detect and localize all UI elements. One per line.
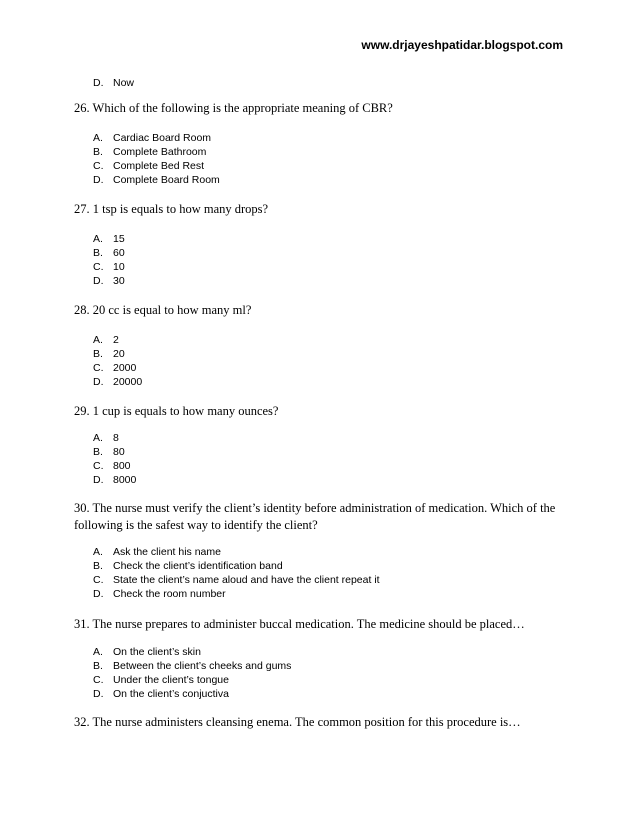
q29-option-a [93, 432, 119, 445]
q26-option-d [93, 174, 220, 187]
option-letter: C. [93, 674, 104, 686]
option-text: Now [113, 77, 135, 89]
question-27: 27. 1 tsp is equals to how many drops? [74, 202, 269, 216]
q29-option-c [93, 460, 131, 473]
q28-option-b [93, 348, 125, 361]
option-letter: D. [93, 174, 104, 186]
q26-option-b [93, 146, 206, 159]
question-26: 26. Which of the following is the appropriate meaning of CBR? [74, 101, 393, 115]
question-28: 28. 20 cc is equal to how many ml? [74, 303, 252, 317]
option-text: 60 [113, 247, 125, 259]
option-letter: B. [93, 560, 103, 572]
option-letter: C. [93, 460, 104, 472]
option-text: 8 [113, 432, 119, 444]
q28-option-c [93, 362, 136, 375]
option-letter: B. [93, 146, 103, 158]
q29-option-b [93, 446, 125, 459]
q27-option-b [93, 247, 125, 260]
option-text: On the client’s conjuctiva [113, 688, 229, 700]
option-letter: C. [93, 574, 104, 586]
option-letter: C. [93, 160, 104, 172]
option-text: 30 [113, 275, 125, 287]
option-text: 2 [113, 334, 119, 346]
option-text: 2000 [113, 362, 137, 374]
option-text: 20 [113, 348, 125, 360]
option-letter: D. [93, 688, 104, 700]
option-letter: A. [93, 334, 103, 346]
option-text: 20000 [113, 376, 143, 388]
option-text: 800 [113, 460, 131, 472]
option-text: Under the client’s tongue [113, 674, 229, 686]
option-letter: A. [93, 646, 103, 658]
q26-option-c [93, 160, 204, 173]
q31-option-c [93, 674, 229, 687]
question-30: 30. The nurse must verify the client’s identity before administration of medication. Which of the following is the safest way to identify the client? [74, 501, 556, 532]
option-letter: A. [93, 132, 103, 144]
option-letter: B. [93, 660, 103, 672]
question-29: 29. 1 cup is equals to how many ounces? [74, 404, 279, 418]
option-lead-d [93, 77, 134, 90]
option-text: Complete Board Room [113, 174, 220, 186]
option-text: Check the room number [113, 588, 226, 600]
q27-option-d [93, 275, 125, 288]
option-letter: D. [93, 376, 104, 388]
option-text: Check the client’s identification band [113, 560, 283, 572]
q27-option-c [93, 261, 125, 274]
q30-option-a [93, 546, 221, 559]
option-text: 8000 [113, 474, 137, 486]
q31-option-a [93, 646, 201, 659]
option-text: 10 [113, 261, 125, 273]
option-text: 15 [113, 233, 125, 245]
option-text: Between the client’s cheeks and gums [113, 660, 292, 672]
q30-option-d [93, 588, 226, 601]
option-letter: D. [93, 588, 104, 600]
q30-option-c [93, 574, 380, 587]
option-letter: D. [93, 474, 104, 486]
q27-option-a [93, 233, 125, 246]
option-text: Ask the client his name [113, 546, 221, 558]
option-letter: A. [93, 546, 103, 558]
option-letter: B. [93, 348, 103, 360]
option-letter: C. [93, 261, 104, 273]
question-32: 32. The nurse administers cleansing enema. The common position for this procedure is… [74, 715, 521, 729]
q31-option-b [93, 660, 291, 673]
option-letter: A. [93, 233, 103, 245]
option-letter: B. [93, 446, 103, 458]
option-text: On the client’s skin [113, 646, 201, 658]
option-letter: D. [93, 77, 104, 89]
q26-option-a [93, 132, 211, 145]
option-text: State the client’s name aloud and have the client repeat it [113, 574, 380, 586]
option-letter: C. [93, 362, 104, 374]
option-letter: A. [93, 432, 103, 444]
q29-option-d [93, 474, 136, 487]
question-31: 31. The nurse prepares to administer buccal medication. The medicine should be placed… [74, 617, 525, 631]
q28-option-d [93, 376, 142, 389]
option-text: Complete Bed Rest [113, 160, 205, 172]
header-website: www.drjayeshpatidar.blogspot.com [361, 38, 563, 52]
option-text: Complete Bathroom [113, 146, 207, 158]
option-letter: B. [93, 247, 103, 259]
option-text: 80 [113, 446, 125, 458]
q31-option-d [93, 688, 229, 701]
q28-option-a [93, 334, 119, 347]
option-letter: D. [93, 275, 104, 287]
q30-option-b [93, 560, 283, 573]
option-text: Cardiac Board Room [113, 132, 212, 144]
